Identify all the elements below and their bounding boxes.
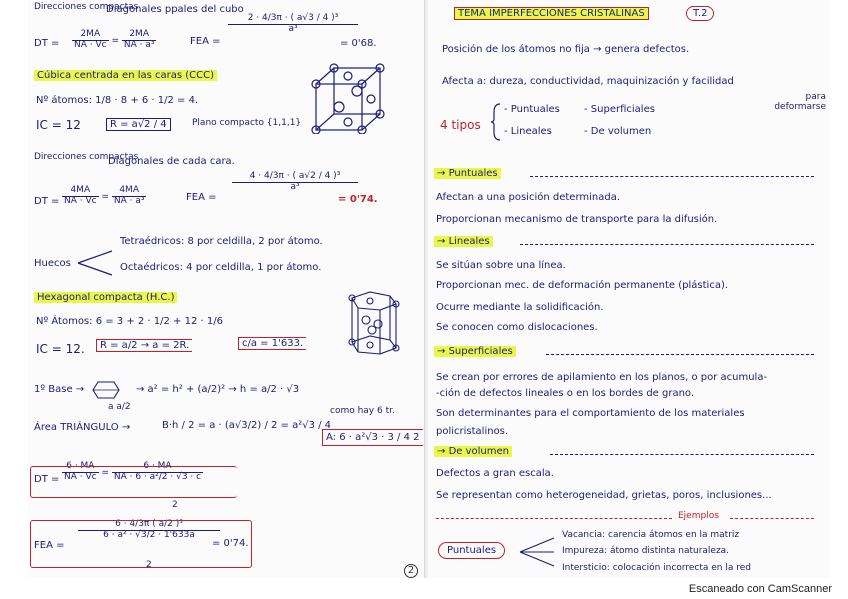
fea1-fraction: $\frac{\text{2 · 4/3π · ( a√3 / 4 )³}}{\text{a³}}$ bbox=[228, 14, 358, 35]
tipo-superficiales: - Superficiales bbox=[584, 104, 655, 115]
ccc-atoms: Nº átomos: 1/8 · 8 + 6 · 1/2 = 4. bbox=[36, 95, 199, 106]
puntuales-divider bbox=[530, 176, 814, 177]
fea2-label: FEA = bbox=[186, 192, 217, 203]
ejemplo-impureza: Impureza: átomo distinta naturaleza. bbox=[562, 546, 730, 556]
ccc-plane: Plano compacto {1,1,1} bbox=[192, 118, 302, 128]
area-equation: B·h / 2 = a · (a√3/2) / 2 = a²√3 / 4 bbox=[162, 420, 332, 431]
fea1-label: FEA = bbox=[190, 36, 221, 47]
camscanner-watermark: Escaneado con CamScanner bbox=[688, 583, 832, 595]
fea3-fraction: $\frac{\text{6 · 4/3π ( a/2 )³}}{\text{6 · a² · √3/2 · 1'633a}}$ bbox=[78, 520, 220, 541]
hc-title: Hexagonal compacta (H.C.) bbox=[34, 292, 177, 303]
area-label: Área TRIÁNGULO → bbox=[34, 422, 131, 433]
hexagon-base-icon bbox=[92, 380, 120, 400]
dt3-denominator-2: 2 bbox=[172, 500, 178, 510]
hc-r: R = a/2 → a = 2R. bbox=[96, 340, 192, 351]
intro-line-2b: para deformarse bbox=[774, 92, 826, 112]
punt-line-1: Afectan a una posición determinada. bbox=[436, 192, 621, 203]
ccc-r: R = a√2 / 4 bbox=[106, 119, 171, 130]
dir2-label: Direcciones compactas bbox=[34, 152, 139, 162]
dt2-label: DT = bbox=[34, 196, 60, 207]
area-result: A: 6 · a²√3 · 3 / 4 2 bbox=[322, 432, 423, 443]
hc-atoms: Nº Átomos: 6 = 3 + 2 · 1/2 + 12 · 1/6 bbox=[36, 316, 223, 327]
fea2-fraction: $\frac{\text{4 · 4/3π · ( a√2 / 4 )³}}{\text{a³}}$ bbox=[232, 172, 358, 193]
fcc-cube-diagram bbox=[310, 62, 390, 134]
huecos-octa: Octaédricos: 4 por celdilla, 1 por átomo. bbox=[120, 262, 322, 273]
ejemplos-puntuales-label: Puntuales bbox=[438, 542, 505, 559]
ejemplos-divider-left bbox=[436, 518, 672, 519]
superficiales-divider bbox=[546, 354, 814, 355]
tipo-lineales: - Lineales bbox=[504, 126, 552, 137]
ejemplos-divider-right bbox=[730, 518, 814, 519]
superficiales-heading: → Superficiales bbox=[434, 346, 516, 357]
ejemplo-vacancia: Vacancia: carencia átomos en la matriz bbox=[562, 530, 740, 540]
dt3-fractions: $\frac{6 \cdot MA}{NA \cdot Vc}$ = $\frac{6 \cdot MA}{\text{NA · 6 · a²/2 · √3 · c}}$ bbox=[64, 461, 202, 482]
hc-base-text: → a² = h² + (a/2)² → h = a/2 · √3 bbox=[136, 384, 300, 395]
ejemplos-heading: Ejemplos bbox=[678, 511, 719, 521]
lin-line-1: Se sitúan sobre una línea. bbox=[436, 260, 566, 271]
fea3-result: = 0'74. bbox=[212, 538, 249, 549]
lineales-divider bbox=[520, 244, 814, 245]
ejemplos-arrows bbox=[518, 534, 558, 570]
hc-base-label: 1º Base → bbox=[34, 384, 85, 395]
hc-ic: IC = 12. bbox=[36, 342, 85, 356]
hc-ca: c/a = 1'633. bbox=[238, 338, 306, 349]
intro-line-1: Posición de los átomos no fija → genera defectos. bbox=[442, 44, 690, 55]
dir2-text: Diagonales de cada cara. bbox=[108, 156, 235, 167]
huecos-tetra: Tetraédricos: 8 por celdilla, 2 por átomo. bbox=[120, 236, 323, 247]
hcp-prism-diagram bbox=[340, 290, 406, 358]
tema-title: TEMA IMPERFECCIONES CRISTALINAS bbox=[454, 8, 649, 19]
fea3-box bbox=[30, 520, 252, 568]
ccc-ic: IC = 12 bbox=[36, 118, 81, 132]
sup-line-3: Son determinantes para el comportamiento de los materiales bbox=[436, 408, 745, 419]
huecos-label: Huecos bbox=[34, 258, 71, 269]
volumen-divider bbox=[550, 454, 814, 455]
ejemplo-intersticio: Intersticio: colocación incorrecta en la red bbox=[562, 563, 751, 573]
intro-line-2: Afecta a: dureza, conductividad, maquinización y facilidad bbox=[442, 76, 734, 87]
lin-line-2: Proporcionan mec. de deformación permanente (plástica). bbox=[436, 280, 729, 291]
dt2-fractions: $\frac{4MA}{NA \cdot Vc}$ = $\frac{4MA}{\text{NA · a³}}$ bbox=[64, 185, 145, 206]
fea2-result: = 0'74. bbox=[338, 194, 378, 205]
dir1-text: Diagonales ppales del cubo bbox=[106, 4, 244, 15]
fea1-result: = 0'68. bbox=[340, 38, 377, 49]
sup-line-2: -ción de defectos lineales o en los bordes de grano. bbox=[436, 388, 695, 399]
dt3-box bbox=[30, 466, 237, 498]
dt1-label: DT = bbox=[34, 38, 60, 49]
ccc-title: Cúbica centrada en las caras (CCC) bbox=[34, 70, 217, 81]
page-number: 2 bbox=[404, 564, 418, 578]
dir1-label: Direcciones compactas bbox=[34, 2, 139, 12]
lineales-heading: → Lineales bbox=[434, 236, 493, 247]
lin-line-3: Ocurre mediante la solidificación. bbox=[436, 302, 604, 313]
hc-base-sub: a a/2 bbox=[108, 402, 131, 412]
dt3-label: DT = bbox=[34, 474, 60, 485]
fea3-denominator-2: 2 bbox=[146, 560, 152, 570]
tipos-label: 4 tipos bbox=[440, 118, 481, 132]
vol-line-2: Se representan como heterogeneidad, grietas, poros, inclusiones... bbox=[436, 490, 772, 501]
lin-line-4: Se conocen como dislocaciones. bbox=[436, 322, 598, 333]
vol-line-1: Defectos a gran escala. bbox=[436, 468, 554, 479]
volumen-heading: → De volumen bbox=[434, 446, 512, 457]
puntuales-heading: → Puntuales bbox=[434, 168, 501, 179]
sup-line-1: Se crean por errores de apilamiento en los planos, o por acumula- bbox=[436, 372, 768, 383]
huecos-brace-arrows bbox=[76, 248, 116, 278]
tema-tag: T.2 bbox=[686, 6, 714, 21]
sup-line-4: policristalinos. bbox=[436, 426, 509, 437]
dt1-fraction-1: $\frac{2MA}{NA \cdot Vc}$ = $\frac{2MA}{\text{NA · a³}}$ bbox=[74, 29, 155, 50]
tipo-puntuales: - Puntuales bbox=[504, 104, 560, 115]
fea3-label: FEA = bbox=[34, 540, 65, 551]
area-note: como hay 6 tr. bbox=[330, 406, 395, 416]
tipos-brace bbox=[490, 102, 502, 142]
tipo-volumen: - De volumen bbox=[584, 126, 652, 137]
punt-line-2: Proporcionan mecanismo de transporte para la difusión. bbox=[436, 214, 718, 225]
